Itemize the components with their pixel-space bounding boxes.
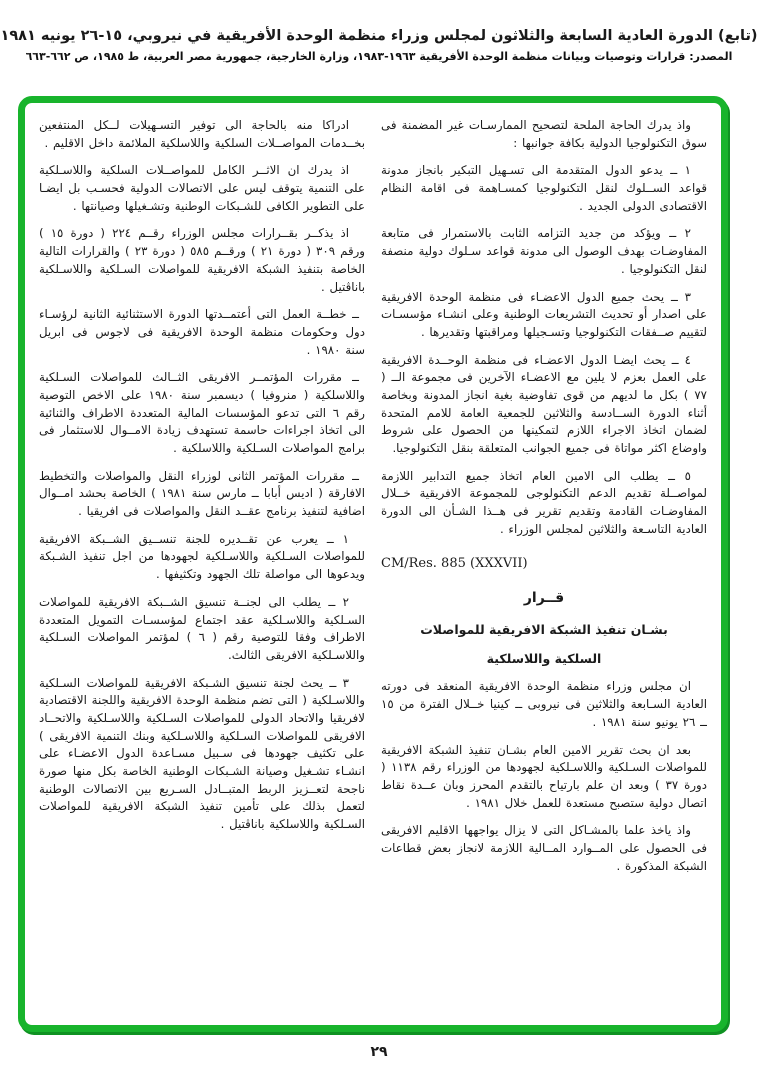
paragraph: ادراكا منه بالحاجة الى توفير التسـهيلات لــكل المنتفعين بخــدمات المواصــلات السلكية واللاسلكية الملائمة داخل الاقليم . (39, 118, 365, 150)
paragraph: ٥ ــ يطلب الى الامين العام اتخاذ جميع التدابير اللازمة لمواصــلة تقديم الدعم التكنولوجى للمجموعة الافريقية خــلال المفاوضـات القادمة وتقديم تقرير فى هــذا الشـأن الى الدورة العادية التاسـعة والثلاثين لمجلس الوزراء . (381, 468, 707, 536)
paragraph: ٢ ــ يطلب الى لجنــة تنسيق الشــبكة الافريقية للمواصلات السـلكية واللاسـلكية عقد اجتماع لمؤسسـات التمويل المتعددة الاطراف وفقا للتوصية رقم ( ٦ ) لمؤتمر المواصلات السـلكية واللاسـلكية الافريقى الثالث. (39, 594, 365, 662)
paragraph: ــ خطــة العمل التى أعتمــدتها الدورة الاستثنائية الثانية لرؤسـاء دول وحكومات منظمة الوحدة الافريقية فى لاجوس فى ابريل سنة ١٩٨٠ . (39, 307, 365, 357)
session-title: (تابع) الدورة العادية السابعة والثلاثون لمجلس وزراء منظمة الوحدة الأفريقية في نيروبي، ١٥-٢٦ يونيه ١٩٨١ (0, 28, 758, 44)
paragraph: ٣ ــ يحث جميع الدول الاعضـاء فى منظمة الوحدة الافريقية على اصدار أو تحديث التشريعات الوطنية وعلى انشـاء مؤسسـات لتقييم صــفقات التكنولوجيا وتسـجيلها ومراقبتها وتقديرها . (381, 289, 707, 339)
resolution-title-line2: السلكية واللاسلكية (486, 650, 602, 666)
resolution-reference: CM/Res. 885 (XXXVII) (381, 556, 528, 572)
document-header (0, 0, 758, 63)
paragraph: ــ مقررات المؤتمــر الافريقى الثــالث للمواصلات السـلكية واللاسلكية ( منروفيا ) ديسمبر سنة ١٩٨٠ على الاخص التوصية رقم ٦ التى تدعو المؤسسات المالية المتعددة الاطراف والثنائية الى اتخاذ اجراءات حاسمة تستهدف زيادة الامــوال للاستثمار فى برامج المواصلات السـلكية واللاسلكية . (39, 370, 365, 455)
column-left (39, 117, 365, 1015)
column-right (381, 117, 707, 1015)
paragraph: بعد ان بحث تقرير الامين العام بشـان تنفيذ الشبكة الافريقية للمواصلات السـلكية واللاسـلكية لجهودها من الوزراء رقم ١١٣٨ ( دورة ٣٧ ) وبعد ان علم بارتياح بالتقدم المحرز وبان عــدة نقاط اتصال دولية ستصبح مستعدة للعمل خلال ١٩٨١ . (381, 742, 707, 810)
paragraph: ٣ ــ يحث لجنة تنسيق الشـبكة الافريقية للمواصلات السـلكية واللاسـلكية ( التى تضم منظمة الوحدة الافريقية واللجنة الاقتصادية لافريقيا والاتحاد الدولى للمواصلات السـلكية واللاسـلكية والاتحــاد الافريقى للمواصلات السـلكية واللاسـلكية وبنك التنمية الافريقى ) على تكثيف جهودها فى سـبيل مسـاعدة الدول الاعضـاء على انشـاء تشـغيل وصيانة الشـبكات الوطنية الخاصة بكل منها صورة ناجحة لتعــزيز الربط المتبــادل السـريع بين الاتصالات الوطنية لتعمل بذلك على تأمين تنفيذ الشبكة الافريقية للمواصلات السـلكية واللاسلكية باناڤتيل . (39, 675, 365, 832)
paragraph: واذ ياخذ علما بالمشـاكل التى لا يزال يواجهها الاقليم الافريقى فى الحصول على المــوارد المــالية اللازمة لانجاز بعض قطاعات الشبكة المذكورة . (381, 823, 707, 873)
paragraph: اذ يدرك ان الاثــر الكامل للمواصــلات السلكية واللاسـلكية على التنمية يتوقف ليس على الاتصالات الدولية فحسـب بل ايضـا على التطوير الكافى للشـبكات الوطنية وتشـغيلها وصيانتها . (39, 163, 365, 213)
paragraph: ٢ ــ ويؤكد من جديد التزامه الثابت بالاستمرار فى متابعة المفاوضـات بهدف الوصول الى مدونة قواعد سـلوك دولية منصفة لنقل التكنولوجيا . (381, 226, 707, 276)
page-number: ٢٩ (370, 1044, 388, 1060)
paragraph: واذ يدرك الحاجة الملحة لتصحيح الممارسـات غير المضمنة فى سوق التكنولوجيا الدولية بكافة جوانبها : (381, 118, 707, 150)
source-line: المصدر: قرارات وتوصيات وبيانات منظمة الوحدة الأفريقية ١٩٦٣-١٩٨٣، وزارة الخارجية، جمهورية مصر العربية، ط ١٩٨٥، ص ٦٦٢-٦٦٣ (25, 50, 733, 64)
two-column-layout (25, 103, 721, 1025)
paragraph: ان مجلس وزراء منظمة الوحدة الافريقية المنعقد فى دورته العادية السـابعة والثلاثين فى نيروبى ــ كينيا خــلال الفترة من ١٥ ــ ٢٦ يونيو سنة ١٩٨١ . (381, 679, 707, 729)
paragraph: ١ ــ يعرب عن تقــديره للجنة تنســيق الشــبكة الافريقية للمواصلات السـلكية واللاسـلكية لجهودها من اجل تنفيذ الشـبكة ويدعوها الى مواصلة تلك الجهود وتكثيفها . (39, 531, 365, 582)
resolution-heading: قــرار (523, 589, 565, 606)
paragraph: اذ يذكــر بقــرارات مجلس الوزراء رقــم ٢٢٤ ( دورة ١٥ ) ورقم ٣٠٩ ( دورة ٢١ ) ورقــم ٥٨٥ ( دورة ٢٣ ) والقرارات التالية الخاصة بتنفيذ الشبكة الافريقية للمواصلات السـلكية واللاسـلكية باناڤتيل . (39, 226, 365, 294)
green-frame (18, 96, 728, 1032)
paragraph: ــ مقررات المؤتمر الثانى لوزراء النقل والمواصلات والتخطيط الافارقة ( اديس أبابا ــ مارس سنة ١٩٨١ ) الخاصة بحشد امــوال اضافية لتنفيذ برنامج عقــد النقل والمواصلات فى افريقيا . (39, 468, 365, 519)
paragraph: ٤ ــ يحث ايضـا الدول الاعضـاء فى منظمة الوحــدة الافريقية على العمل بعزم لا يلين مع الاعضـاء الآخرين فى مجموعة الــ ( ٧٧ ) بكل ما لديهم من قوى تفاوضية بغية انجاز المدونة وبخاصة أثناء الدورة الســادسة والثلاثين للجمعية العامة للامم المتحدة لضمان اتخاذ الاجراء اللازم لتمكينها من الحصول على شروط واوضاع اكثر مواتاة فى جميع الجوانب المتعلقة بنقل التكنولوجيا. (381, 352, 707, 455)
resolution-title-line1: بشـان تنفيذ الشبكة الافريقية للمواصلات (420, 621, 668, 637)
paragraph: ١ ــ يدعو الدول المتقدمة الى تسـهيل التبكير بانجاز مدونة قواعد الســلوك لنقل التكنولوجيا كمسـاهمة فى اقامة النظام الاقتصادى الدولى الجديد . (381, 163, 707, 213)
